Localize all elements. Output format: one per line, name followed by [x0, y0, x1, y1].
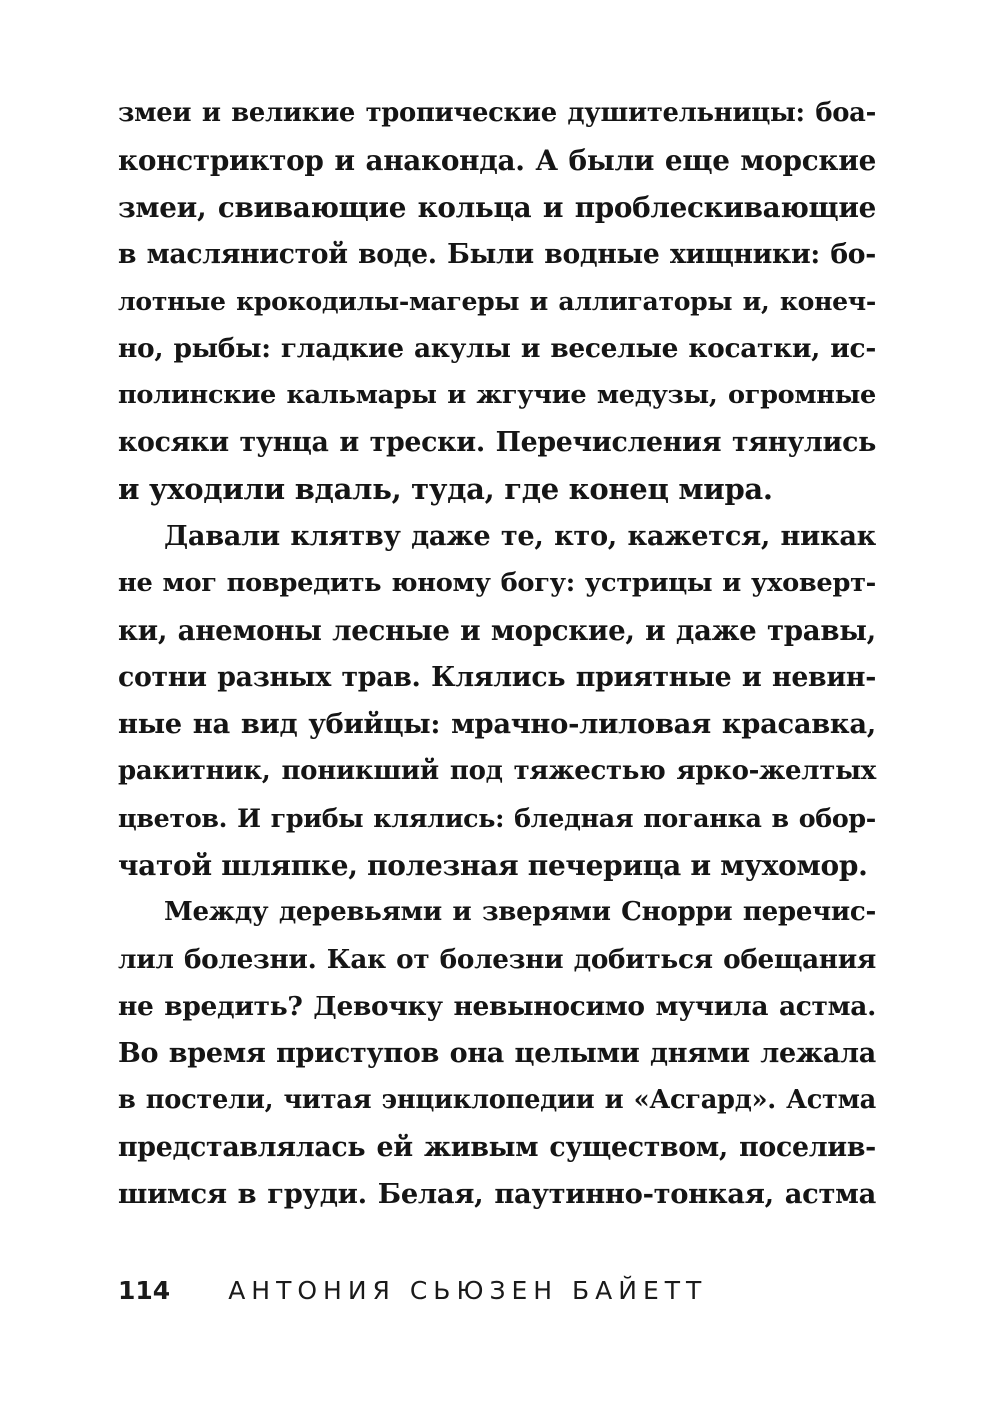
text-line: лил болезни. Как от болезни добиться обещания [118, 944, 876, 975]
text-line: змеи и великие тропические душительницы: боа- [118, 98, 876, 128]
text-line: Давали клятву даже те, кто, кажется, никак [164, 520, 876, 552]
text-line: в постели, читая энциклопедии и «Асгард». Астма [118, 1085, 876, 1115]
text-line: цветов. И грибы клялись: бледная поганка в обор- [118, 803, 876, 833]
page-footer [118, 1276, 707, 1305]
text-line: шимся в груди. Белая, паутинно-тонкая, астма [118, 1178, 876, 1210]
text-line: косяки тунца и трески. Перечисления тянулись [118, 427, 876, 458]
page-number: 114 [118, 1276, 171, 1305]
running-head-author: АНТОНИЯ СЬЮЗЕН БАЙЕТТ [228, 1276, 708, 1305]
body-text [118, 90, 876, 1218]
text-line: лотные крокодилы-магеры и аллигаторы и, конеч- [118, 286, 876, 316]
text-line: представлялась ей живым существом, поселив- [118, 1132, 876, 1163]
text-line: но, рыбы: гладкие акулы и веселые косатки, ис- [118, 333, 876, 364]
text-line: чатой шляпке, полезная печерица и мухомор. [118, 849, 868, 882]
text-line: не мог повредить юному богу: устрицы и уховерт- [118, 568, 876, 598]
text-line: полинские кальмары и жгучие медузы, огромные [118, 380, 876, 410]
text-line: констриктор и анаконда. А были еще морские [118, 144, 876, 177]
text-line: не вредить? Девочку невыносимо мучила астма. [118, 991, 876, 1022]
text-line: змеи, свивающие кольца и проблескивающие [118, 191, 876, 224]
paragraph [118, 513, 876, 889]
text-line: Во время приступов она целыми днями лежала [118, 1038, 876, 1069]
text-line: ки, анемоны лесные и морские, и даже травы, [118, 614, 876, 647]
text-line: Между деревьями и зверями Снорри перечис- [164, 897, 876, 927]
paragraph [118, 90, 876, 513]
text-line: сотни разных трав. Клялись приятные и невин- [118, 662, 876, 693]
text-line: ракитник, поникший под тяжестью ярко-желтых [118, 756, 876, 786]
text-line: в маслянистой воде. Были водные хищники: бо- [118, 239, 876, 270]
text-line: ные на вид убийцы: мрачно-лиловая красавка, [118, 708, 876, 740]
text-line: и уходили вдаль, туда, где конец мира. [118, 472, 773, 506]
paragraph [118, 889, 876, 1218]
